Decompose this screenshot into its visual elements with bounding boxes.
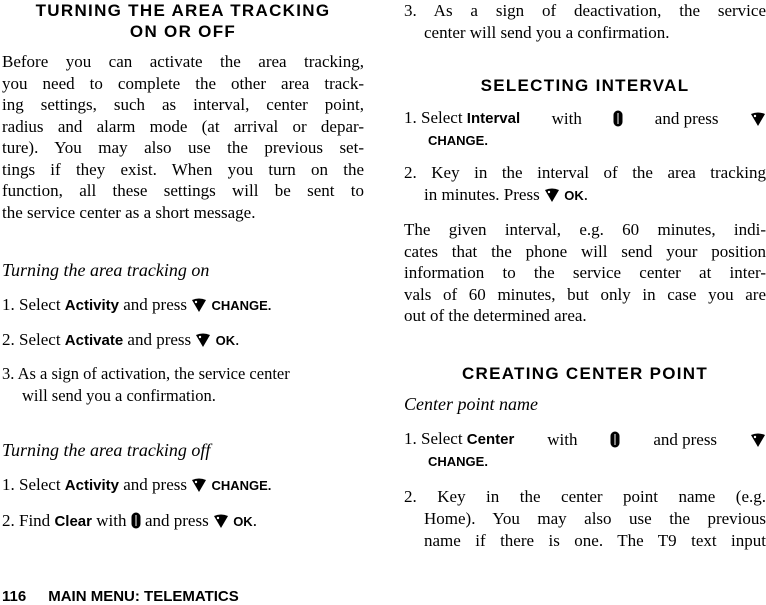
off-step-2 — [2, 510, 257, 533]
command-ok: OK — [215, 333, 236, 348]
command-ok: OK — [233, 514, 253, 529]
section-heading-interval: SELECTING INTERVAL — [480, 76, 690, 95]
step-line: 3. As a sign of activation, the service center — [2, 364, 290, 383]
subheading-turning-off: Turning the area tracking off — [2, 440, 211, 460]
menu-item-center: Center — [466, 431, 515, 448]
softkey-icon — [213, 513, 229, 529]
step-text: . — [235, 330, 240, 349]
subheading-turning-on: Turning the area tracking on — [2, 260, 210, 280]
section-heading-center-point: CREATING CENTER POINT — [461, 364, 709, 383]
step-line: Home). You may also use the previous — [424, 509, 766, 528]
step-text: . — [252, 511, 257, 530]
intro-line: ture). You may also use the previous set- — [2, 138, 364, 157]
command-change: CHANGE. — [211, 298, 272, 313]
para-line: cates that the phone will send your position — [404, 241, 766, 261]
on-step-2 — [2, 329, 239, 352]
center-step-2 — [404, 486, 766, 552]
interval-step-1 — [404, 107, 766, 152]
step-line: 3. As a sign of deactivation, the service — [404, 1, 766, 20]
scroll-key-icon — [131, 512, 141, 529]
intro-line: tings if they exist. When you turn on the — [2, 159, 364, 179]
page-number: 116 — [2, 588, 27, 605]
off-step-3 — [404, 0, 766, 44]
on-step-1 — [2, 294, 271, 317]
step-text: and press — [653, 429, 718, 449]
running-footer-title: MAIN MENU: TELEMATICS — [48, 588, 239, 605]
step-text: with — [547, 429, 578, 449]
step-text: in minutes. Press — [424, 185, 544, 204]
intro-line: Before you can activate the area tracking, — [2, 52, 364, 71]
step-text: 1. Select — [404, 429, 467, 448]
step-text: with — [91, 511, 131, 530]
step-text: and press — [118, 475, 192, 494]
softkey-icon — [544, 187, 560, 203]
step-text: . — [583, 185, 588, 204]
heading-line-1: TURNING THE AREA TRACKING — [35, 1, 331, 20]
menu-item-activity: Activity — [64, 297, 119, 314]
softkey-icon — [191, 297, 207, 313]
subheading-center-point-name: Center point name — [404, 394, 538, 414]
intro-line: you need to complete the other area track- — [2, 73, 364, 93]
softkey-icon — [750, 111, 766, 127]
scroll-key-icon — [610, 431, 620, 448]
step-line: center will send you a confirmation. — [424, 23, 670, 42]
command-change: CHANGE. — [428, 454, 488, 469]
step-text: and press — [123, 330, 196, 349]
menu-item-interval: Interval — [466, 110, 521, 127]
menu-item-activate: Activate — [64, 332, 124, 349]
off-step-1 — [2, 474, 271, 497]
step-text: and press — [144, 511, 213, 530]
interval-paragraph — [404, 219, 766, 327]
command-ok: OK — [564, 188, 584, 203]
step-text: and press — [118, 295, 192, 314]
softkey-icon — [191, 477, 207, 493]
intro-line: radius and alarm mode (at arrival or depar- — [2, 116, 364, 136]
page-footer — [2, 588, 239, 605]
step-text: 1. Select — [2, 475, 65, 494]
softkey-icon — [750, 432, 766, 448]
center-step-1 — [404, 428, 766, 473]
para-line: out of the determined area. — [404, 306, 587, 325]
command-change: CHANGE. — [211, 478, 272, 493]
step-text: 2. Find — [2, 511, 55, 530]
softkey-icon — [195, 332, 211, 348]
step-text: 1. Select — [2, 295, 65, 314]
para-line: information to the service center at inter- — [404, 263, 766, 282]
step-text: 1. Select — [404, 108, 467, 127]
interval-step-2 — [404, 162, 766, 207]
para-line: The given interval, e.g. 60 minutes, indi- — [404, 220, 766, 239]
scroll-key-icon — [613, 110, 623, 127]
step-line: name if there is one. The T9 text input — [424, 531, 766, 550]
menu-item-activity: Activity — [64, 477, 119, 494]
step-text: 2. Select — [2, 330, 65, 349]
menu-item-clear: Clear — [54, 513, 92, 530]
step-line: 2. Key in the interval of the area tracking — [404, 163, 766, 182]
step-line: 2. Key in the center point name (e.g. — [404, 487, 766, 506]
intro-paragraph — [2, 51, 364, 223]
intro-line: ing settings, such as interval, center point, — [2, 95, 364, 114]
step-line: will send you a confirmation. — [22, 386, 216, 405]
step-text: with — [551, 108, 582, 128]
step-text: and press — [654, 108, 719, 128]
intro-line: the service center as a short message. — [2, 202, 256, 222]
para-line: vals of 60 minutes, but only in case you are — [404, 284, 766, 304]
heading-line-2: ON OR OFF — [129, 22, 237, 41]
command-change: CHANGE. — [428, 133, 488, 148]
intro-line: function, all these settings will be sent to — [2, 181, 364, 200]
section-heading-turning-on-off — [2, 0, 364, 42]
on-step-3 — [2, 363, 290, 407]
